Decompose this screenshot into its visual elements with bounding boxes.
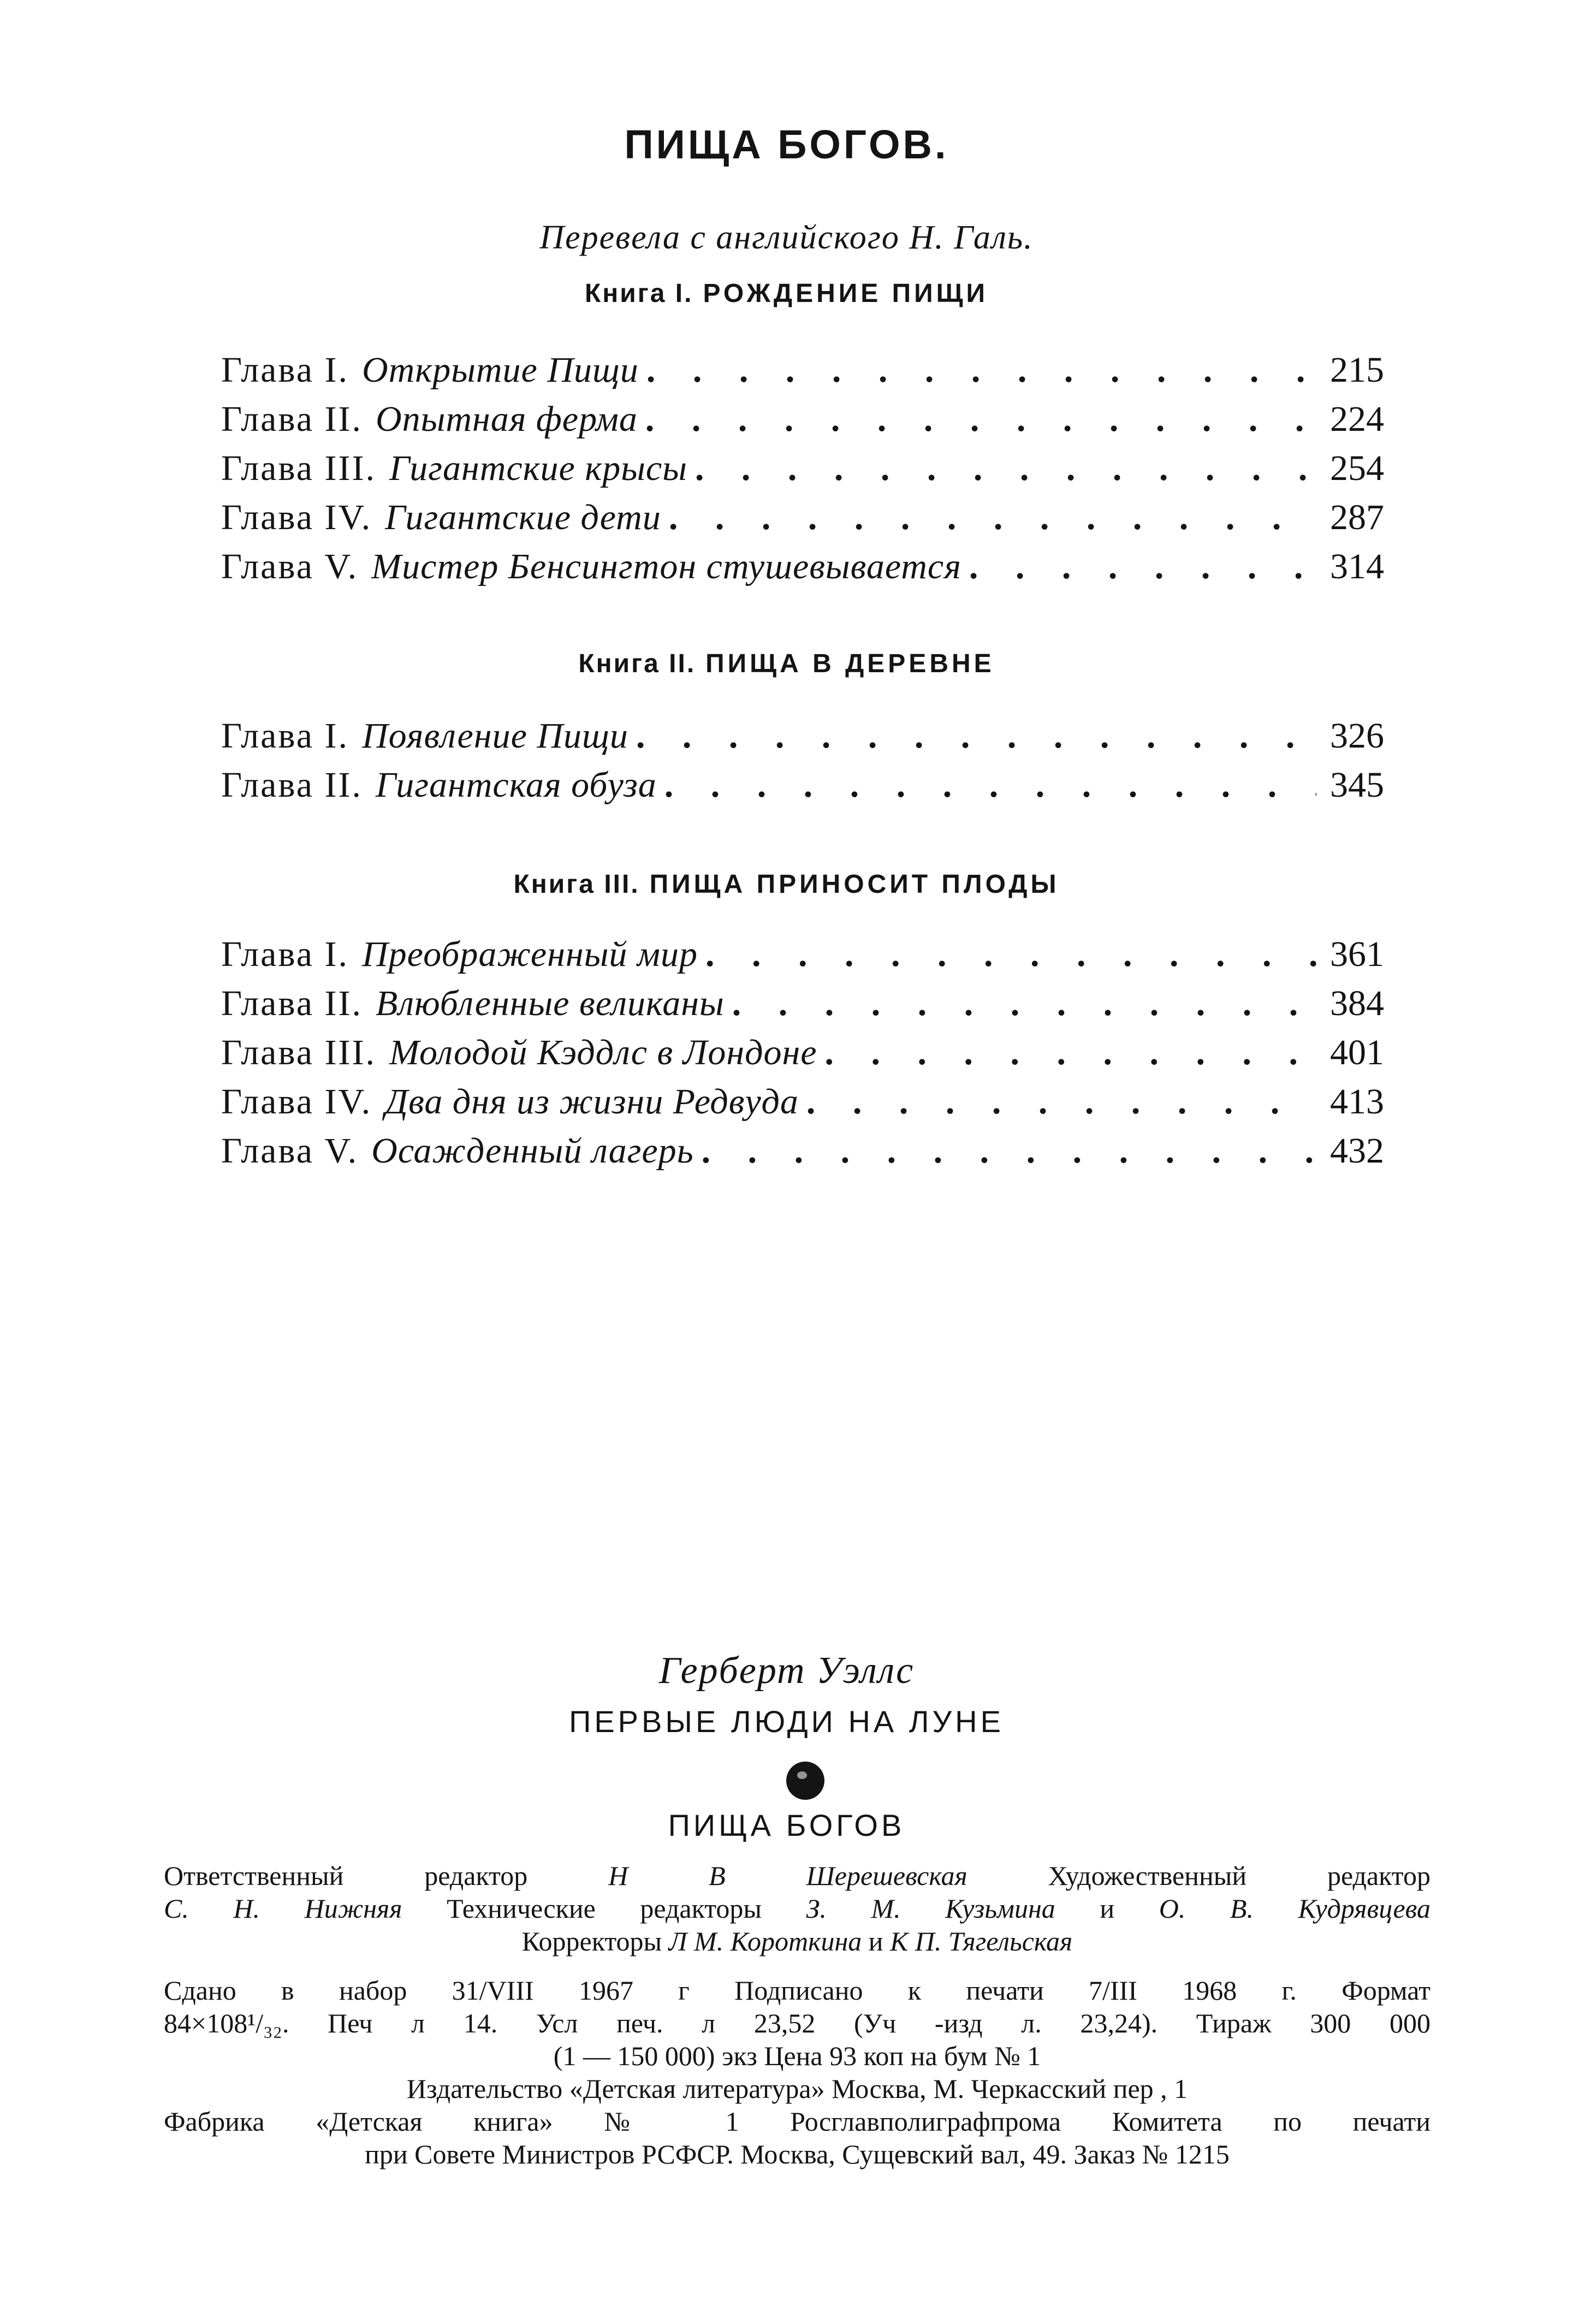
page-number: 224	[1330, 399, 1384, 439]
toc-book-1	[221, 349, 1384, 595]
colophon-work-2: ПИЩА БОГОВ	[668, 1808, 905, 1842]
dot-leader	[669, 497, 1316, 538]
toc-entry[interactable]	[221, 497, 1384, 546]
chapter-label: Глава IV.	[221, 1082, 372, 1122]
toc-entry[interactable]	[221, 983, 1384, 1032]
staff-name: О. В. Кудрявцева	[1159, 1893, 1431, 1924]
book-title: РОЖДЕНИЕ ПИЩИ	[703, 279, 989, 308]
chapter-label: Глава I.	[221, 934, 349, 974]
colophon-work-1: ПЕРВЫЕ ЛЮДИ НА ЛУНЕ	[569, 1704, 1004, 1739]
dot-leader	[806, 1081, 1316, 1123]
page-number: 254	[1330, 448, 1384, 488]
book-title: ПИЩА ПРИНОСИТ ПЛОДЫ	[649, 870, 1060, 899]
staff-role: Корректоры	[521, 1926, 662, 1957]
dot-leader	[636, 715, 1316, 757]
print-line-1: Сдано в набор 31/VIII 1967 г Подписано к печати 7/III 1968 г. Формат	[164, 1975, 1430, 2006]
book-number: Книга I.	[584, 279, 693, 308]
toc-entry[interactable]	[221, 715, 1384, 764]
publisher-emblem-icon	[786, 1762, 824, 1800]
chapter-title: Влюбленные великаны	[375, 983, 725, 1023]
toc-entry[interactable]	[221, 546, 1384, 595]
staff-name: З. М. Кузьмина	[806, 1893, 1055, 1924]
page-number: 326	[1330, 716, 1384, 756]
chapter-label: Глава IV.	[221, 497, 372, 537]
print-line-2: 84×108¹/₃₂. Печ л 14. Усл печ. л 23,52 (Уч -изд л. 23,24). Тираж 300 000	[164, 2008, 1430, 2038]
dot-leader	[645, 399, 1316, 440]
dot-leader	[705, 934, 1316, 975]
dot-leader	[664, 764, 1316, 806]
staff-line-1	[164, 1859, 1430, 1892]
book-title: ПИЩА В ДЕРЕВНЕ	[705, 649, 995, 678]
chapter-label: Глава II.	[221, 399, 363, 439]
chapter-title: Преображенный мир	[362, 934, 698, 974]
chapter-label: Глава V.	[221, 1131, 359, 1171]
chapter-title: Мистер Бенсингтон стушевывается	[371, 547, 961, 586]
chapter-label: Глава III.	[221, 448, 376, 488]
dot-leader	[825, 1032, 1316, 1074]
chapter-label: Глава III.	[221, 1033, 376, 1072]
staff-role: Ответственный редактор	[164, 1860, 528, 1891]
page-number: 361	[1330, 934, 1384, 974]
staff-conj: и	[868, 1926, 883, 1957]
page-number: 287	[1330, 497, 1384, 537]
colophon-author: Герберт Уэллс	[658, 1650, 915, 1692]
dot-leader	[695, 448, 1316, 489]
book-number: Книга II.	[578, 649, 696, 678]
chapter-label: Глава I.	[221, 716, 349, 756]
chapter-title: Открытие Пищи	[362, 350, 639, 390]
chapter-label: Глава V.	[221, 547, 359, 586]
print-line-5: Фабрика «Детская книга» № 1 Росглавполиграфпрома Комитета по печати	[164, 2106, 1430, 2137]
staff-name: С. Н. Нижняя	[164, 1893, 402, 1924]
page-number: 314	[1330, 547, 1384, 586]
chapter-title: Осажденный лагерь	[371, 1131, 694, 1171]
chapter-title: Два дня из жизни Редвуда	[385, 1082, 799, 1122]
page-number: 401	[1330, 1033, 1384, 1072]
dot-leader	[969, 546, 1316, 588]
staff-line-3	[164, 1925, 1430, 1958]
staff-role: Технические редакторы	[447, 1893, 762, 1924]
staff-name: К П. Тягельская	[890, 1926, 1073, 1957]
chapter-title: Опытная ферма	[375, 399, 638, 439]
toc-book-3	[221, 934, 1384, 1179]
chapter-title: Гигантские дети	[385, 497, 661, 537]
translator-credit: Перевела с английского Н. Галь.	[539, 219, 1034, 256]
chapter-label: Глава I.	[221, 350, 349, 390]
dot-leader	[702, 1130, 1316, 1172]
staff-conj: и	[1100, 1893, 1115, 1924]
print-line-3: (1 — 150 000) экз Цена 93 коп на бум № 1	[553, 2041, 1041, 2071]
page-number: 432	[1330, 1131, 1384, 1171]
chapter-title: Появление Пищи	[362, 716, 628, 756]
dot-leader	[646, 349, 1316, 391]
print-line-6: при Совете Министров РСФСР. Москва, Сущевский вал, 49. Заказ № 1215	[365, 2139, 1230, 2169]
book-heading	[0, 278, 1573, 309]
toc-entry[interactable]	[221, 1081, 1384, 1130]
page-number: 345	[1330, 765, 1384, 805]
toc-entry[interactable]	[221, 1032, 1384, 1081]
staff-name: Л М. Короткина	[668, 1926, 862, 1957]
dot-leader	[732, 983, 1316, 1024]
toc-entry[interactable]	[221, 349, 1384, 399]
toc-entry[interactable]	[221, 399, 1384, 448]
page-number: 215	[1330, 350, 1384, 390]
page-number: 413	[1330, 1082, 1384, 1122]
chapter-title: Гигантские крысы	[389, 448, 687, 488]
page-number: 384	[1330, 983, 1384, 1023]
chapter-label: Глава II.	[221, 765, 363, 805]
staff-name: Н В Шерешевская	[608, 1860, 967, 1891]
chapter-title: Гигантская обуза	[375, 765, 657, 805]
book-heading	[0, 869, 1573, 899]
staff-line-2	[164, 1892, 1430, 1925]
toc-entry[interactable]	[221, 448, 1384, 497]
chapter-label: Глава II.	[221, 983, 363, 1023]
print-line-4: Издательство «Детская литература» Москва, М. Черкасский пер , 1	[406, 2073, 1188, 2104]
book-number: Книга III.	[513, 870, 640, 899]
chapter-title: Молодой Кэддлс в Лондоне	[389, 1033, 817, 1072]
toc-entry[interactable]	[221, 764, 1384, 814]
toc-entry[interactable]	[221, 934, 1384, 983]
staff-role: Художественный редактор	[1048, 1860, 1431, 1891]
toc-book-2	[221, 715, 1384, 814]
contents-title: ПИЩА БОГОВ.	[624, 122, 949, 167]
toc-entry[interactable]	[221, 1130, 1384, 1179]
book-heading	[0, 649, 1573, 679]
